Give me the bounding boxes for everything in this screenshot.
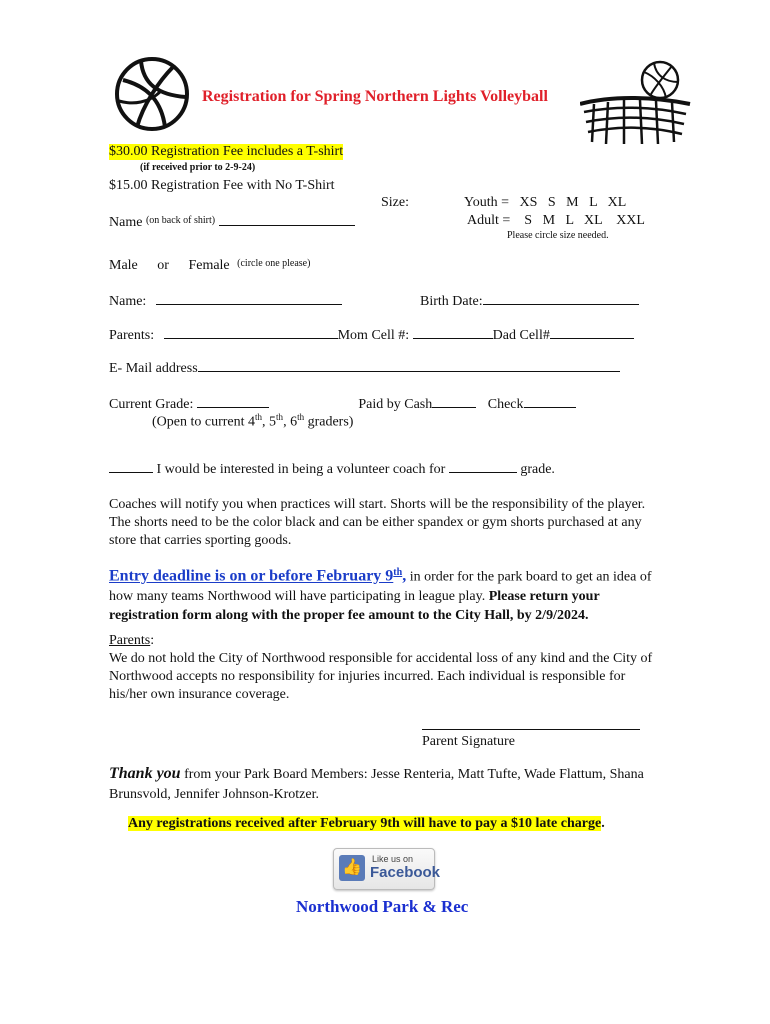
name-field[interactable] bbox=[156, 292, 342, 305]
parents-body: We do not hold the City of Northwood responsible for accidental loss of any kind and the City of Northwood accepts no responsibility for injuries incurred. Each individual is responsible for his/her own insurance coverage. bbox=[109, 651, 653, 702]
parents-label: Parents: bbox=[109, 328, 155, 343]
form-title: Registration for Spring Northern Lights Volleyball bbox=[202, 88, 548, 105]
volleyball-net-icon bbox=[580, 56, 692, 152]
name-label: Name: bbox=[109, 294, 147, 309]
email-field[interactable] bbox=[198, 359, 620, 372]
volunteer-row bbox=[109, 460, 555, 478]
deadline-paragraph bbox=[109, 563, 669, 625]
deadline-sup: th bbox=[393, 567, 403, 578]
volunteer-check-field[interactable] bbox=[109, 460, 153, 473]
deadline-headline: Entry deadline is on or before February 9 bbox=[109, 567, 394, 585]
mom-cell-label: Mom Cell #: bbox=[337, 328, 410, 343]
volunteer-suffix: grade. bbox=[520, 462, 555, 477]
check-label: Check bbox=[487, 397, 524, 412]
deadline-comma: , bbox=[402, 567, 407, 585]
adult-sizes[interactable]: Adult = S M L XL XXL bbox=[467, 213, 645, 228]
footer-org-name: Northwood Park & Rec bbox=[296, 897, 469, 916]
mom-cell-field[interactable] bbox=[413, 326, 493, 339]
fee-no-tshirt: $15.00 Registration Fee with No T-Shirt bbox=[109, 178, 335, 193]
youth-sizes[interactable]: Youth = XS S M L XL bbox=[464, 195, 627, 210]
grades-note: (Open to current 4th, 5th, 6th graders) bbox=[152, 412, 354, 430]
deadline-rest: in order for the park board to get an idea of how many teams Northwood will have participating in league play. bbox=[109, 569, 652, 604]
shirt-name-row bbox=[109, 213, 355, 231]
signature-line[interactable] bbox=[422, 729, 640, 730]
dad-cell-field[interactable] bbox=[550, 326, 634, 339]
parents-row bbox=[109, 326, 634, 344]
deadline-return-instructions: Please return your registration form along with the proper fee amount to the City Hall, by 2/9/2024. bbox=[109, 588, 600, 623]
gender-or: or bbox=[157, 258, 169, 273]
paid-cash-label: Paid by Cash bbox=[358, 397, 433, 412]
thumbs-up-icon: 👍 bbox=[339, 855, 365, 881]
gender-male[interactable]: Male bbox=[109, 258, 138, 273]
size-label: Size: bbox=[381, 195, 409, 210]
facebook-name: Facebook bbox=[370, 864, 441, 881]
paid-cash-field[interactable] bbox=[432, 395, 476, 408]
late-notice: Any registrations received after February 9th will have to pay a $10 late charge. bbox=[128, 816, 605, 831]
volleyball-icon bbox=[113, 55, 191, 133]
facebook-like-button[interactable] bbox=[333, 848, 441, 890]
gender-note: (circle one please) bbox=[237, 258, 311, 269]
facebook-like-text: Like us on bbox=[372, 854, 414, 864]
current-grade-field[interactable] bbox=[197, 395, 269, 408]
gender-row bbox=[109, 258, 310, 274]
check-field[interactable] bbox=[524, 395, 576, 408]
coaches-paragraph: Coaches will notify you when practices will start. Shorts will be the responsibility of the player. The shorts need to be the color black and can be either spandex or gym shorts purchased at any store that carries sporting goods. bbox=[109, 497, 646, 548]
shirt-name-label: Name bbox=[109, 215, 143, 230]
parents-disclaimer: Parents: We do not hold the City of Northwood responsible for accidental loss of any kind and the City of Northwood accepts no responsibility for injuries incurred. Each individual is responsible for his/her own insurance coverage. bbox=[109, 633, 653, 702]
email-label: E- Mail address bbox=[109, 361, 198, 376]
thank-you-lead: Thank you bbox=[109, 765, 181, 782]
shirt-name-note: (on back of shirt) bbox=[145, 215, 216, 226]
fee-with-tshirt: $30.00 Registration Fee includes a T-shirt bbox=[109, 144, 344, 159]
parents-heading: Parents bbox=[109, 633, 151, 648]
parents-field[interactable] bbox=[164, 326, 338, 339]
email-row bbox=[109, 359, 620, 377]
volunteer-text: I would be interested in being a volunteer coach for bbox=[156, 462, 446, 477]
shirt-name-field[interactable] bbox=[219, 213, 355, 226]
birth-date-row bbox=[420, 292, 639, 310]
signature-label: Parent Signature bbox=[422, 734, 515, 749]
birth-date-label: Birth Date: bbox=[420, 294, 483, 309]
current-grade-label: Current Grade: bbox=[109, 397, 194, 412]
gender-female[interactable]: Female bbox=[188, 258, 230, 273]
dad-cell-label: Dad Cell# bbox=[492, 328, 550, 343]
thank-you-rest: from your Park Board Members: Jesse Renteria, Matt Tufte, Wade Flattum, Shana Brunsvold, Jennifer Johnson-Krotzer. bbox=[109, 767, 644, 802]
name-row bbox=[109, 292, 342, 310]
birth-date-field[interactable] bbox=[483, 292, 639, 305]
grade-payment-row bbox=[109, 395, 576, 413]
thank-you-paragraph bbox=[109, 764, 669, 805]
volunteer-grade-field[interactable] bbox=[449, 460, 517, 473]
size-note: Please circle size needed. bbox=[507, 230, 609, 241]
fee-deadline-note: (if received prior to 2-9-24) bbox=[140, 162, 256, 173]
